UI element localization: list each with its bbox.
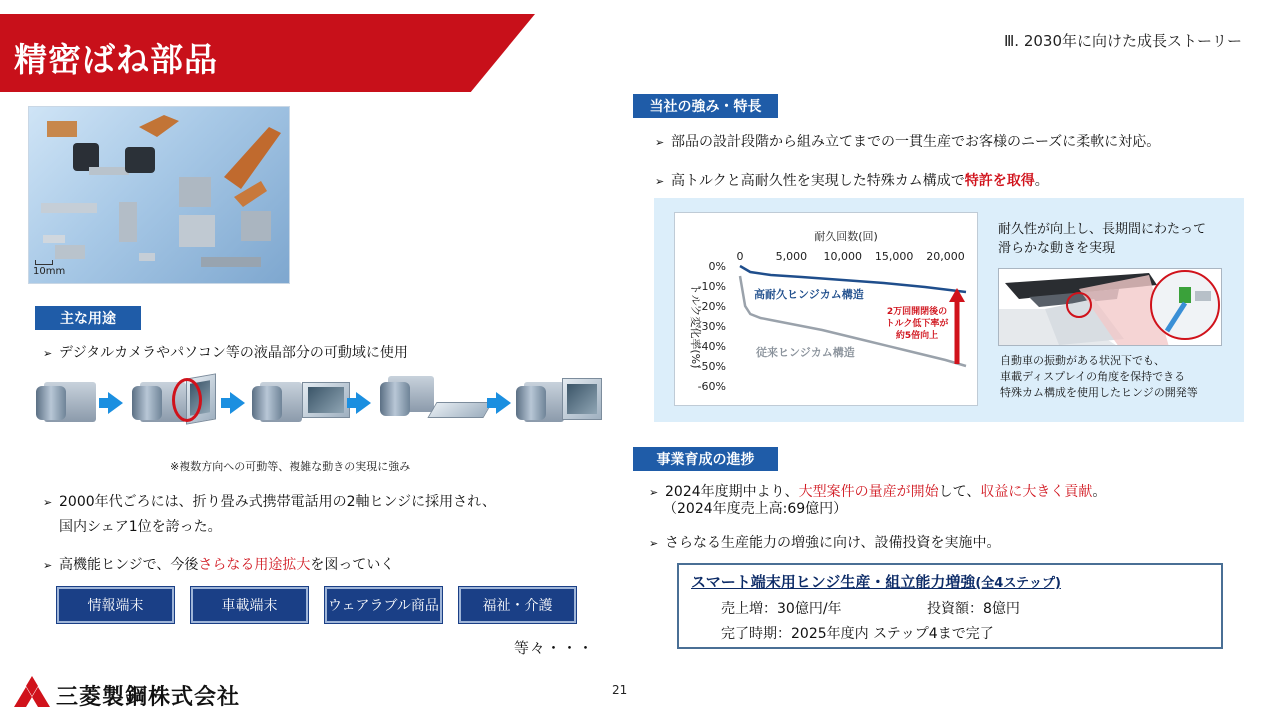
car-text-line-1: 自動車の振動がある状況下でも、	[1000, 354, 1165, 367]
progress-bullet-2	[649, 533, 1000, 554]
goal-title-main: スマート端末用ヒンジ生産・組立能力増強	[691, 573, 976, 591]
y-tick-label: -60%	[697, 380, 726, 393]
x-tick-label: 10,000	[823, 250, 862, 263]
arrowhead-bullet-icon: ➢	[43, 496, 53, 509]
section-reference: Ⅲ. 2030年に向けた成長ストーリー	[1003, 32, 1242, 50]
annotation-line-2: トルク低下率が	[885, 319, 949, 329]
uses-bullet-3	[43, 555, 394, 576]
goal-completion: 完了時期：2025年度内 ステップ4まで完了	[721, 626, 994, 642]
etc-label: 等々・・・	[514, 639, 595, 657]
uses-bullet-3-highlight: さらなる用途拡大	[198, 557, 311, 573]
progress-tag: 事業育成の進捗	[633, 447, 778, 471]
car-display-illustration	[998, 268, 1222, 346]
hinge-stage-1	[36, 376, 100, 430]
page-title: 精密ばね部品	[14, 40, 218, 79]
goal-investment: 投資額：8億円	[927, 601, 1020, 617]
strength-bullet-2	[655, 171, 1049, 192]
progress-bullet-2-text: さらなる生産能力の増強に向け、設備投資を実施中。	[665, 535, 1001, 551]
progress-bullet-1-post: 。	[1092, 484, 1107, 500]
company-name: 三菱製鋼株式会社	[56, 685, 241, 710]
progress-bullet-1-highlight-2: 収益に大きく貢献	[980, 484, 1093, 500]
uses-bullet-1-text: デジタルカメラやパソコン等の液晶部分の可動域に使用	[59, 345, 408, 361]
goal-title	[691, 571, 1061, 592]
uses-bullet-2-line2: 国内シェア1位を誇った。	[59, 519, 222, 535]
arrow-right-icon	[496, 392, 511, 414]
arrowhead-bullet-icon: ➢	[649, 537, 659, 550]
progress-bullet-1-pre: 2024年度期中より、	[665, 484, 799, 500]
uses-bullet-3-post: を図っていく	[310, 557, 395, 573]
app-welfare-care: 福祉・介護	[459, 587, 576, 623]
page-number: 21	[612, 683, 628, 697]
durability-text	[998, 220, 1206, 258]
series-label-high-durability: 高耐久ヒンジカム構造	[754, 288, 864, 301]
strength-bullet-1	[655, 132, 1160, 153]
uses-bullet-3-pre: 高機能ヒンジで、今後	[59, 557, 199, 573]
arrowhead-bullet-icon: ➢	[655, 136, 665, 149]
strength-bullet-2-post: 。	[1034, 173, 1049, 189]
x-tick-label: 5,000	[775, 250, 808, 263]
series-label-conventional: 従来ヒンジカム構造	[756, 346, 855, 359]
car-text-line-2: 車載ディスプレイの角度を保持できる	[1000, 370, 1186, 383]
x-tick-label: 15,000	[874, 250, 914, 263]
goal-title-steps: (全4ステップ)	[975, 576, 1061, 591]
annotation-line-1: 2万回開閉後の	[886, 307, 948, 317]
arrow-right-icon	[108, 392, 123, 414]
car-display-text	[1000, 353, 1198, 401]
y-tick-label: -20%	[697, 300, 726, 313]
progress-bullet-1-mid: して、	[938, 484, 981, 500]
y-tick-label: -40%	[697, 340, 726, 353]
hinge-stage-4	[380, 376, 490, 430]
uses-bullet-2-line1: 2000年代ごろには、折り畳み式携帯電話用の2軸ヒンジに採用され、	[59, 494, 497, 510]
scale-bar	[35, 260, 53, 265]
strength-tag: 当社の強み・特長	[633, 94, 778, 118]
y-axis-label: トルク変化率(%)	[689, 283, 702, 369]
hinge-motion-sequence	[36, 372, 606, 434]
highlight-circle	[172, 378, 202, 422]
uses-bullet-2	[43, 492, 496, 513]
arrowhead-bullet-icon: ➢	[649, 486, 659, 499]
hinge-stage-5	[516, 376, 606, 430]
chart-title: 耐久回数(回)	[814, 230, 878, 243]
strength-bullet-2-highlight: 特許を取得	[964, 173, 1035, 189]
three-diamond-logo-icon	[14, 676, 50, 708]
goal-sales: 売上増：30億円/年	[721, 601, 842, 617]
x-tick-label: 0	[736, 250, 744, 263]
uses-note: ※複数方向への可動等、複雑な動きの実現に強み	[170, 460, 411, 473]
y-tick-label: -10%	[697, 280, 726, 293]
strength-bullet-1-text: 部品の設計段階から組み立てまでの一貫生産でお客様のニーズに柔軟に対応。	[671, 134, 1161, 150]
app-vehicle-terminal: 車載端末	[191, 587, 308, 623]
arrow-right-icon	[230, 392, 245, 414]
annotation-line-3: 約5倍向上	[895, 331, 939, 341]
torque-change-chart	[674, 212, 978, 406]
hinge-stage-3	[252, 376, 352, 430]
y-tick-label: -50%	[697, 360, 726, 373]
y-tick-label: -30%	[697, 320, 726, 333]
durability-line-1: 耐久性が向上し、長期間にわたって	[998, 222, 1207, 237]
uses-tag: 主な用途	[35, 306, 141, 330]
x-tick-label: 20,000	[926, 250, 965, 263]
strength-bullet-2-pre: 高トルクと高耐久性を実現した特殊カム構成で	[671, 173, 965, 189]
arrow-right-icon	[356, 392, 371, 414]
spring-parts-illustration	[29, 107, 290, 284]
scale-label: 10mm	[33, 266, 66, 277]
product-photo	[28, 106, 290, 284]
car-text-line-3: 特殊カム構成を使用したヒンジの開発等	[1000, 386, 1198, 399]
durability-line-2: 滑らかな動きを実現	[998, 241, 1116, 256]
arrowhead-bullet-icon: ➢	[43, 347, 53, 360]
progress-bullet-1-highlight-1: 大型案件の量産が開始	[798, 484, 939, 500]
capacity-goal-box	[677, 563, 1223, 649]
uses-bullet-1	[43, 343, 408, 364]
progress-bullet-1-sub: （2024年度売上高:69億円）	[663, 501, 848, 517]
app-info-terminal: 情報端末	[57, 587, 174, 623]
hinge-stage-2	[132, 376, 224, 430]
arrowhead-bullet-icon: ➢	[43, 559, 53, 572]
arrowhead-bullet-icon: ➢	[655, 175, 665, 188]
y-tick-label: 0%	[708, 260, 726, 273]
app-wearable: ウェアラブル商品	[325, 587, 442, 623]
